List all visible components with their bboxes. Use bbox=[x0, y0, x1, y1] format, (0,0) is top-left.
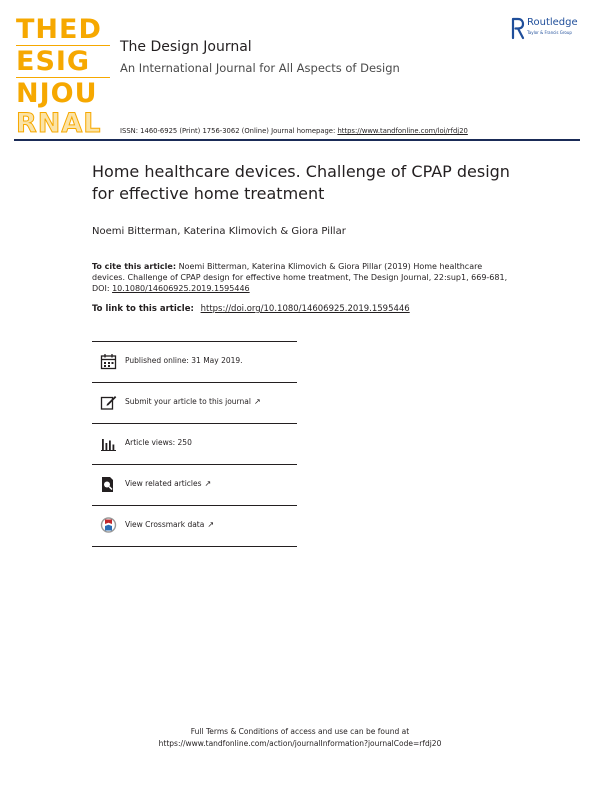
footer-terms bbox=[0, 726, 600, 750]
publisher-name: Routledge bbox=[527, 17, 578, 28]
link-line bbox=[92, 304, 410, 314]
cover-row-3: NJOU bbox=[16, 78, 98, 109]
footer-terms-link[interactable]: https://www.tandfonline.com/action/journalInformation?journalCode=rfdj20 bbox=[158, 739, 442, 748]
search-document-icon bbox=[100, 476, 117, 493]
external-link-icon: ↗ bbox=[207, 520, 215, 529]
footer-line-1: Full Terms & Conditions of access and use can be found at bbox=[190, 727, 410, 736]
citation-block bbox=[92, 261, 512, 294]
routledge-r-icon bbox=[511, 16, 525, 40]
crossmark-label: View Crossmark data ↗ bbox=[125, 520, 215, 529]
journal-cover bbox=[14, 14, 112, 138]
header-rule bbox=[14, 139, 580, 141]
related-articles-link[interactable] bbox=[92, 465, 297, 506]
article-views-label: Article views: 250 bbox=[125, 438, 192, 447]
bar-chart-icon bbox=[100, 435, 117, 452]
edit-icon bbox=[100, 394, 117, 411]
cite-label: To cite this article: bbox=[92, 262, 177, 271]
article-views-item bbox=[92, 424, 297, 465]
publisher-tagline: Taylor & Francis Group bbox=[527, 30, 572, 35]
crossmark-icon bbox=[100, 517, 117, 534]
cover-row-1: THED bbox=[16, 14, 102, 45]
article-title: Home healthcare devices. Challenge of CPAP design for effective home treatment bbox=[92, 162, 510, 203]
article-authors: Noemi Bitterman, Katerina Klimovich & Giora Pillar bbox=[92, 226, 346, 237]
published-online-item bbox=[92, 342, 297, 383]
cite-text: Noemi Bitterman, Katerina Klimovich & Giora Pillar (2019) Home healthcare devices. Challenge of CPAP design for effective home treatment, The Design Journal, 22:sup1, 669-681, DOI: bbox=[92, 262, 508, 293]
published-online-label: Published online: 31 May 2019. bbox=[125, 356, 243, 365]
publisher-logo bbox=[511, 16, 591, 42]
journal-title: The Design Journal bbox=[120, 39, 252, 55]
issn-text: ISSN: 1460-6925 (Print) 1756-3062 (Online) Journal homepage: bbox=[120, 127, 336, 135]
submit-article-label: Submit your article to this journal ↗ bbox=[125, 397, 261, 406]
submit-article-link[interactable] bbox=[92, 383, 297, 424]
link-label: To link to this article: bbox=[92, 304, 194, 314]
cover-row-2: ESIG bbox=[16, 46, 91, 77]
journal-subtitle: An International Journal for All Aspects of Design bbox=[120, 61, 400, 75]
issn-line bbox=[120, 127, 468, 135]
calendar-icon bbox=[100, 353, 117, 370]
related-articles-label: View related articles ↗ bbox=[125, 479, 212, 488]
article-link[interactable]: https://doi.org/10.1080/14606925.2019.1595446 bbox=[200, 304, 410, 314]
crossmark-link[interactable] bbox=[92, 506, 297, 547]
doi-link[interactable]: 10.1080/14606925.2019.1595446 bbox=[112, 284, 250, 293]
external-link-icon: ↗ bbox=[204, 479, 212, 488]
cover-row-4: RNAL bbox=[16, 108, 102, 138]
panel-divider bbox=[92, 546, 297, 547]
external-link-icon: ↗ bbox=[253, 397, 261, 406]
journal-homepage-link[interactable]: https://www.tandfonline.com/loi/rfdj20 bbox=[337, 127, 468, 135]
